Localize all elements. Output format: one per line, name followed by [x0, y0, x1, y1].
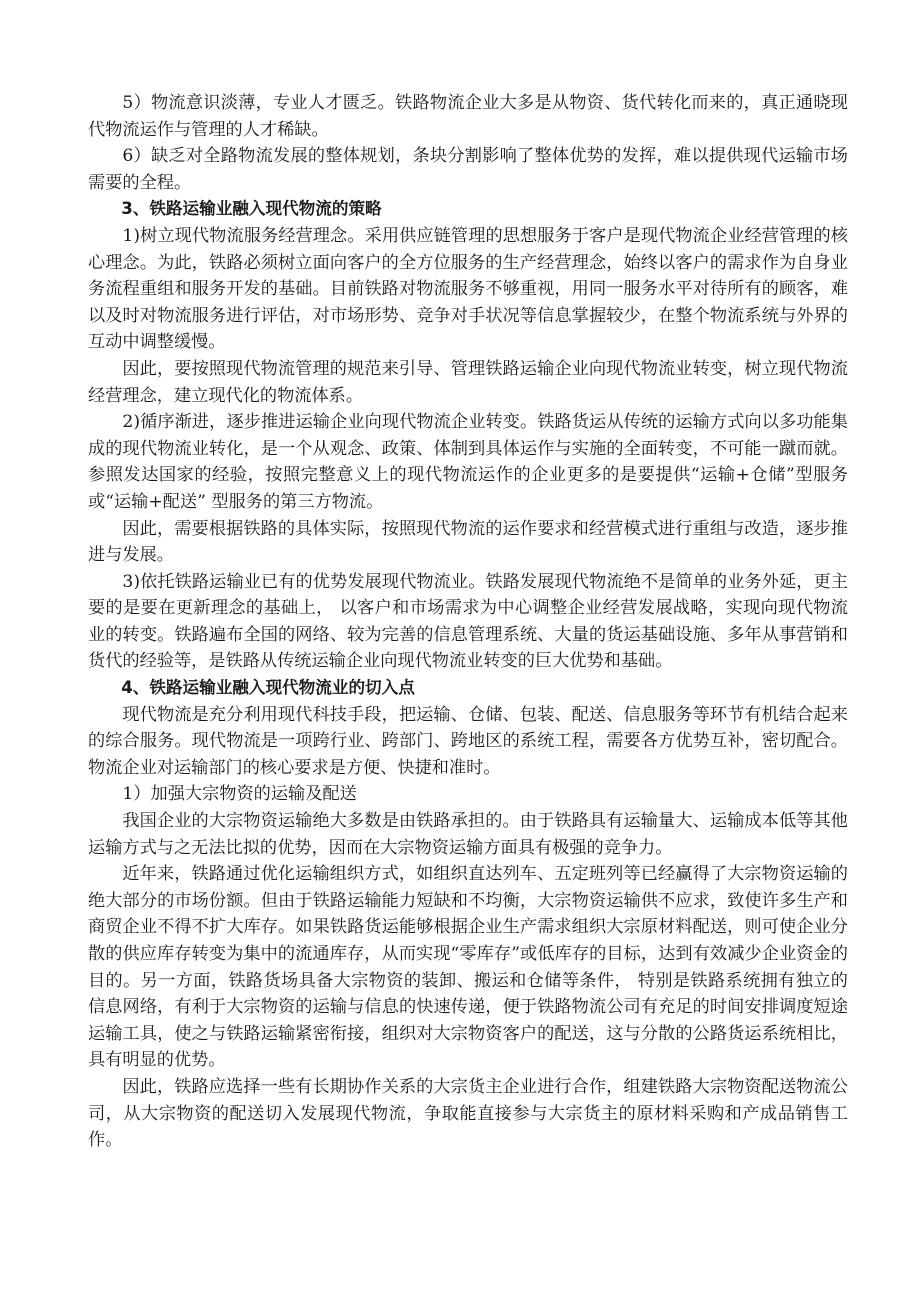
paragraph: 因此，需要根据铁路的具体实际，按照现代物流的运作要求和经营模式进行重组与改造，逐步推进与发展。 — [88, 518, 848, 566]
paragraph: 6）缺乏对全路物流发展的整体规划，条块分割影响了整体优势的发挥，难以提供现代运输市场需要的全程。 — [88, 146, 848, 193]
paragraph: 因此，要按照现代物流管理的规范来引导、管理铁路运输企业向现代物流业转变，树立现代物流经营理念，建立现代化的物流体系。 — [88, 358, 848, 406]
section-heading: 3、铁路运输业融入现代物流的策略 — [121, 199, 382, 219]
paragraph: 5）物流意识淡薄，专业人才匮乏。铁路物流企业大多是从物资、货代转化而来的，真正通晓现代物流运作与管理的人才稀缺。 — [88, 93, 848, 140]
document-body — [88, 90, 848, 1154]
paragraph: 1)树立现代物流服务经营理念。采用供应链管理的思想服务于客户是现代物流企业经营管理的核心理念。为此，铁路必须树立面向客户的全方位服务的生产经营理念，始终以客户的需求作为自身业务流程重组和服务开发的基础。目前铁路对物流服务不够重视，用同一服务水平对待所有的顾客，难以及时对物流服务进行评估，对市场形势、竞争对手状况等信息掌握较少，在整个物流系统与外界的互动中调整缓慢。 — [88, 225, 848, 353]
paragraph: 2)循序渐进，逐步推进运输企业向现代物流企业转变。铁路货运从传统的运输方式向以多功能集成的现代物流业转化，是一个从观念、政策、体制到具体运作与实施的全面转变，不可能一蹴而就。参照发达国家的经验，按照完整意义上的现代物流运作的企业更多的是要提供“运输+仓储”型服务或“运输+配送” 型服务的第三方物流。 — [88, 412, 848, 512]
paragraph: 3)依托铁路运输业已有的优势发展现代物流业。铁路发展现代物流绝不是简单的业务外延，更主要的是要在更新理念的基础上， 以客户和市场需求为中心调整企业经营发展战略，实现向现代物流业的转变。铁路遍布全国的网络、较为完善的信息管理系统、大量的货运基础设施、多年从事营销和货代的经验等，是铁路从传统运输企业向现代物流业转变的巨大优势和基础。 — [88, 571, 848, 672]
paragraph: 现代物流是充分利用现代科技手段，把运输、仓储、包装、配送、信息服务等环节有机结合起来的综合服务。现代物流是一项跨行业、跨部门、跨地区的系统工程，需要各方优势互补，密切配合。物流企业对运输部门的核心要求是方便、快捷和准时。 — [88, 704, 848, 778]
section-heading: 4、铁路运输业融入现代物流业的切入点 — [121, 678, 415, 698]
paragraph: 因此，铁路应选择一些有长期协作关系的大宗货主企业进行合作，组建铁路大宗物资配送物流公司，从大宗物资的配送切入发展现代物流，争取能直接参与大宗货主的原材料采购和产成品销售工作。 — [88, 1076, 848, 1151]
paragraph: 近年来，铁路通过优化运输组织方式，如组织直达列车、五定班列等已经赢得了大宗物资运输的绝大部分的市场份额。但由于铁路运输能力短缺和不均衡，大宗物资运输供不应求，致使许多生产和商贸企业不得不扩大库存。如果铁路货运能够根据企业生产需求组织大宗原材料配送，则可使企业分散的供应库存转变为集中的流通库存，从而实现“零库存”或低库存的目标，达到有效减少企业资金的目的。另一方面，铁路货场具备大宗物资的装卸、搬运和仓储等条件， 特别是铁路系统拥有独立的信息网络，有利于大宗物资的运输与信息的快速传递，便于铁路物流公司有充足的时间安排调度短途运输工具，使之与铁路运输紧密衔接，组织对大宗物资客户的配送，这与分散的公路货运系统相比，具有明显的优势。 — [88, 864, 848, 1071]
paragraph: 我国企业的大宗物资运输绝大多数是由铁路承担的。由于铁路具有运输量大、运输成本低等其他运输方式与之无法比拟的优势，因而在大宗物资运输方面具有极强的竞争力。 — [88, 811, 848, 858]
paragraph: 1）加强大宗物资的运输及配送 — [122, 784, 357, 805]
